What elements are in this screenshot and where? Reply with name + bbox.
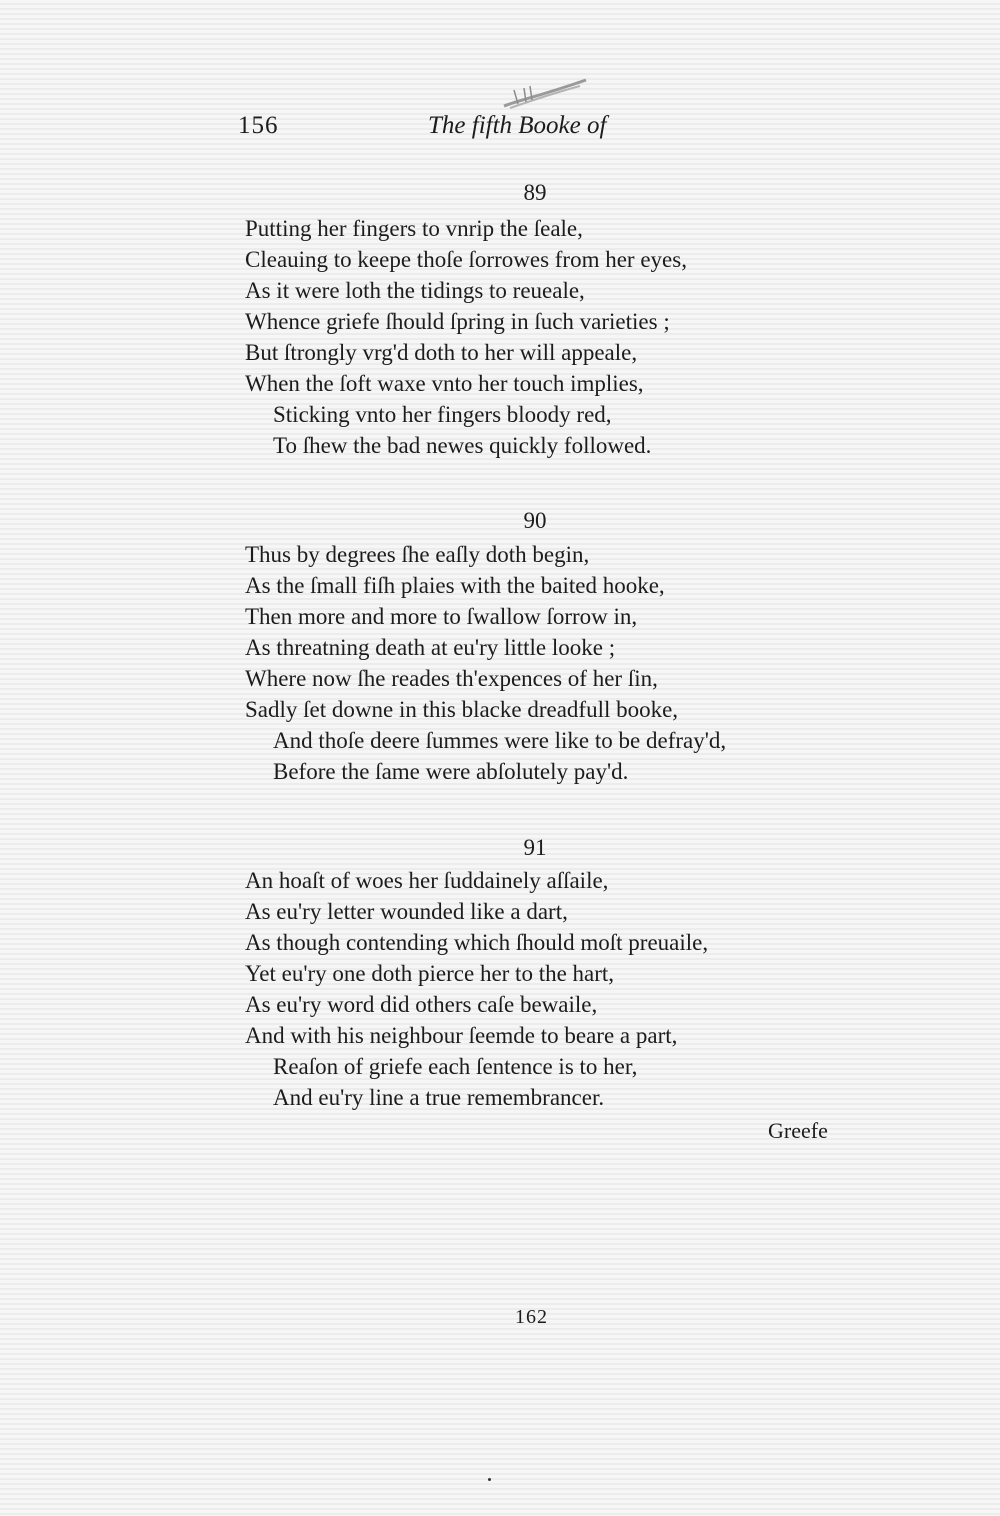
verse-line: Whence griefe ſhould ſpring in ſuch varieties ;	[245, 309, 670, 334]
verse-line: To ſhew the bad newes quickly followed.	[273, 433, 652, 458]
page-signature: 162	[515, 1306, 548, 1328]
verse-line: Before the ſame were abſolutely pay'd.	[273, 759, 629, 784]
verse-line: But ſtrongly vrg'd doth to her will appeale,	[245, 340, 638, 365]
verse-line: Then more and more to ſwallow ſorrow in,	[245, 604, 638, 629]
verse-line: Putting her fingers to vnrip the ſeale,	[245, 216, 583, 241]
verse-line: Where now ſhe reades th'expences of her ſin,	[245, 666, 658, 691]
page-number: 156	[238, 112, 279, 139]
stanza-number: 90	[523, 508, 547, 533]
verse-line: An hoaſt of woes her ſuddainely aſſaile,	[245, 868, 609, 893]
ink-smudge-mark	[500, 78, 590, 112]
verse-line: As threatning death at eu'ry little looke ;	[245, 635, 616, 660]
verse-line: Reaſon of griefe each ſentence is to her,	[273, 1054, 638, 1079]
verse-line: And eu'ry line a true remembrancer.	[273, 1085, 605, 1110]
verse-line: And with his neighbour ſeemde to beare a part,	[245, 1023, 678, 1048]
verse-line: Sadly ſet downe in this blacke dreadfull booke,	[245, 697, 679, 722]
verse-line: Cleauing to keepe thoſe ſorrowes from her eyes,	[245, 247, 687, 272]
verse-line: When the ſoft waxe vnto her touch implies,	[245, 371, 644, 396]
verse-line: Yet eu'ry one doth pierce her to the hart,	[245, 961, 615, 986]
stanza-number: 91	[523, 835, 547, 860]
verse-line: Thus by degrees ſhe eaſly doth begin,	[245, 542, 590, 567]
running-title: The fifth Booke of	[428, 112, 607, 139]
verse-line: And thoſe deere ſummes were like to be defray'd,	[273, 728, 727, 753]
verse-line: As eu'ry word did others caſe bewaile,	[245, 992, 598, 1017]
verse-line: As the ſmall fiſh plaies with the baited hooke,	[245, 573, 665, 598]
verse-line: Sticking vnto her fingers bloody red,	[273, 402, 612, 427]
running-head	[0, 112, 1000, 146]
catchword: Greefe	[768, 1118, 828, 1143]
paper-speck	[488, 1478, 491, 1481]
verse-line: As it were loth the tidings to reueale,	[245, 278, 585, 303]
stanza-number: 89	[523, 180, 547, 205]
verse-line: As though contending which ſhould moſt preuaile,	[245, 930, 709, 955]
verse-line: As eu'ry letter wounded like a dart,	[245, 899, 568, 924]
